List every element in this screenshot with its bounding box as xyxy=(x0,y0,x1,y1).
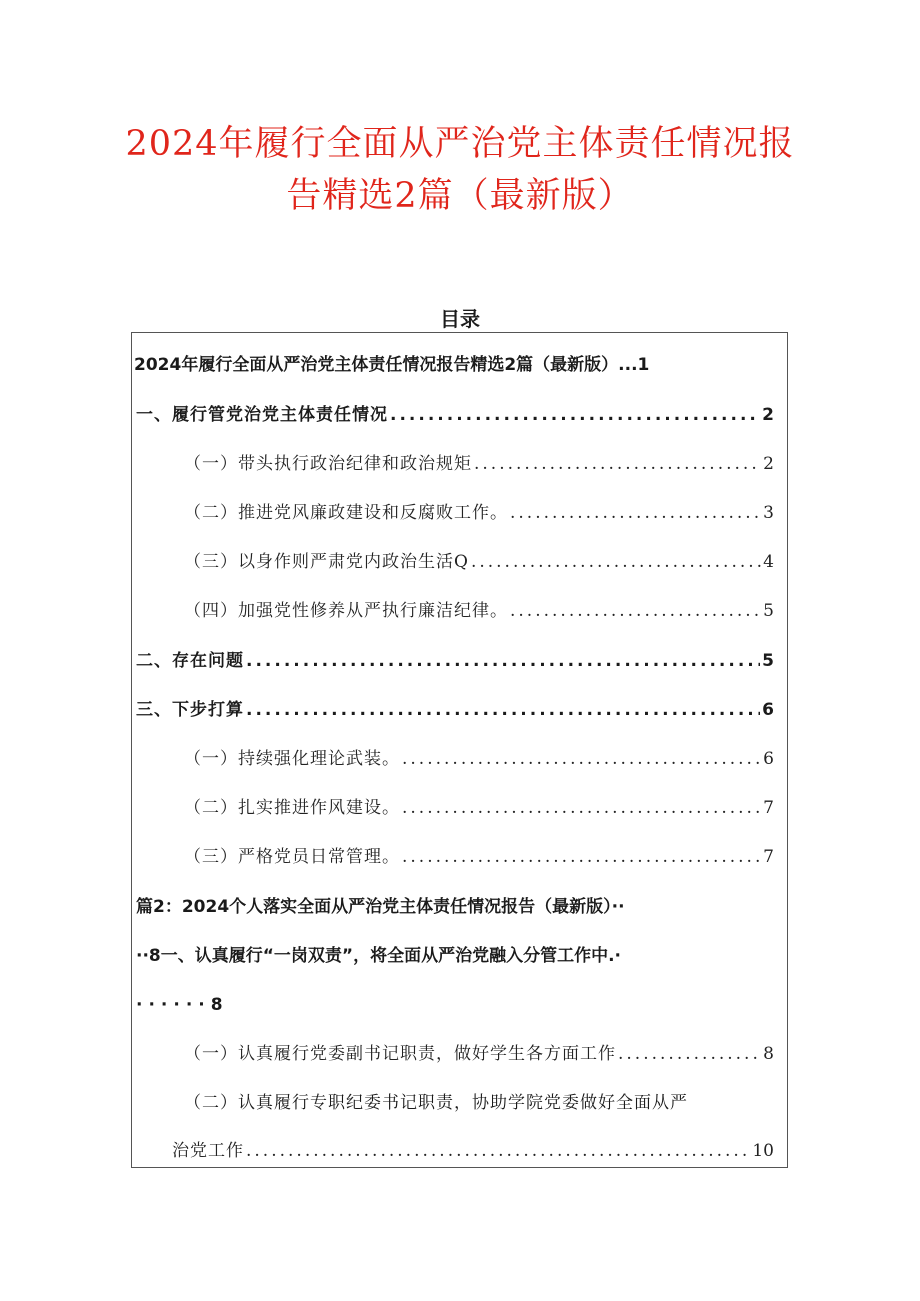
toc-entry-page: 8 xyxy=(763,1044,774,1064)
toc-entry-part-2-subsection-1[interactable] xyxy=(184,1042,774,1066)
toc-entry-page: 6 xyxy=(763,749,774,769)
toc-entry-section-3[interactable] xyxy=(136,698,774,722)
toc-leader-dots xyxy=(474,452,761,476)
toc-leader-dots xyxy=(510,501,761,525)
toc-entry-page: 3 xyxy=(763,503,774,523)
toc-entry-text: （一）带头执行政治纪律和政治规矩 xyxy=(184,454,472,474)
toc-entry-page: 5 xyxy=(763,601,774,621)
toc-leader-dots xyxy=(246,698,760,722)
document-title-line-1: 2024年履行全面从严治党主体责任情况报 xyxy=(125,124,795,164)
toc-entry-text: 二、存在问题 xyxy=(136,651,244,671)
toc-entry-page: 2 xyxy=(763,454,774,474)
toc-entry-page: 1 xyxy=(637,355,650,375)
toc-entry-text: （一）认真履行党委副书记职责，做好学生各方面工作 xyxy=(184,1044,616,1064)
toc-entry-subsection-1-3[interactable] xyxy=(184,550,774,574)
toc-entry-text: 2024年履行全面从严治党主体责任情况报告精选2篇（最新版） xyxy=(134,355,619,375)
toc-leader-dots xyxy=(510,599,761,623)
toc-entry-main-title[interactable] xyxy=(134,353,774,377)
toc-leader-dots xyxy=(246,1139,750,1163)
toc-entry-section-2[interactable] xyxy=(136,649,774,673)
toc-entry-part-2-subsection-2-line-1[interactable]: （二）认真履行专职纪委书记职责，协助学院党委做好全面从严 xyxy=(184,1093,688,1113)
toc-entry-text: （二）推进党风廉政建设和反腐败工作。 xyxy=(184,503,508,523)
toc-leader-dots xyxy=(618,1042,761,1066)
toc-leader-dots xyxy=(471,550,761,574)
toc-entry-page: 10 xyxy=(752,1141,774,1161)
toc-entry-subsection-1-4[interactable] xyxy=(184,599,774,623)
toc-entry-text: （二）扎实推进作风建设。 xyxy=(184,798,400,818)
toc-entry-subsection-3-3[interactable] xyxy=(184,845,774,869)
document-title-line-2: 告精选2篇（最新版） xyxy=(286,176,634,216)
toc-entry-text: 治党工作 xyxy=(172,1141,244,1161)
toc-entry-page: 7 xyxy=(763,798,774,818)
toc-entry-page: 7 xyxy=(763,847,774,867)
toc-entry-text: （三）严格党员日常管理。 xyxy=(184,847,400,867)
toc-entry-page: 2 xyxy=(762,405,774,425)
toc-entry-subsection-1-2[interactable] xyxy=(184,501,774,525)
toc-heading: 目录 xyxy=(440,307,480,331)
toc-entry-text: 一、履行管党治党主体责任情况 xyxy=(136,405,388,425)
toc-entry-subsection-3-1[interactable] xyxy=(184,747,774,771)
toc-leader-dots xyxy=(246,649,760,673)
toc-leader-dots xyxy=(390,403,760,427)
toc-leader-dots xyxy=(402,845,761,869)
toc-entry-part-2-subsection-2-line-2[interactable] xyxy=(172,1139,774,1163)
toc-entry-subsection-1-1[interactable] xyxy=(184,452,774,476)
toc-leader-dots xyxy=(402,747,761,771)
toc-entry-text: （四）加强党性修养从严执行廉洁纪律。 xyxy=(184,601,508,621)
toc-entry-text: （三）以身作则严肃党内政治生活Q xyxy=(184,552,469,572)
toc-entry-part-2-line-3[interactable]: ······8 xyxy=(136,995,229,1015)
toc-entry-part-2-line-1[interactable]: 篇2：2024个人落实全面从严治党主体责任情况报告（最新版）·· xyxy=(136,897,625,917)
toc-entry-text: （一）持续强化理论武装。 xyxy=(184,749,400,769)
toc-leader-dots xyxy=(402,796,761,820)
toc-entry-subsection-3-2[interactable] xyxy=(184,796,774,820)
toc-entry-page: 6 xyxy=(762,700,774,720)
toc-entry-section-1[interactable] xyxy=(136,403,774,427)
toc-entry-page: 4 xyxy=(763,552,774,572)
toc-entry-page: 5 xyxy=(762,651,774,671)
table-of-contents xyxy=(131,332,788,1168)
toc-entry-dots: ... xyxy=(618,355,638,375)
toc-entry-text: 三、下步打算 xyxy=(136,700,244,720)
toc-entry-part-2-line-2[interactable]: ··8一、认真履行“一岗双责”，将全面从严治党融入分管工作中.· xyxy=(136,946,622,966)
document-title xyxy=(60,118,860,222)
